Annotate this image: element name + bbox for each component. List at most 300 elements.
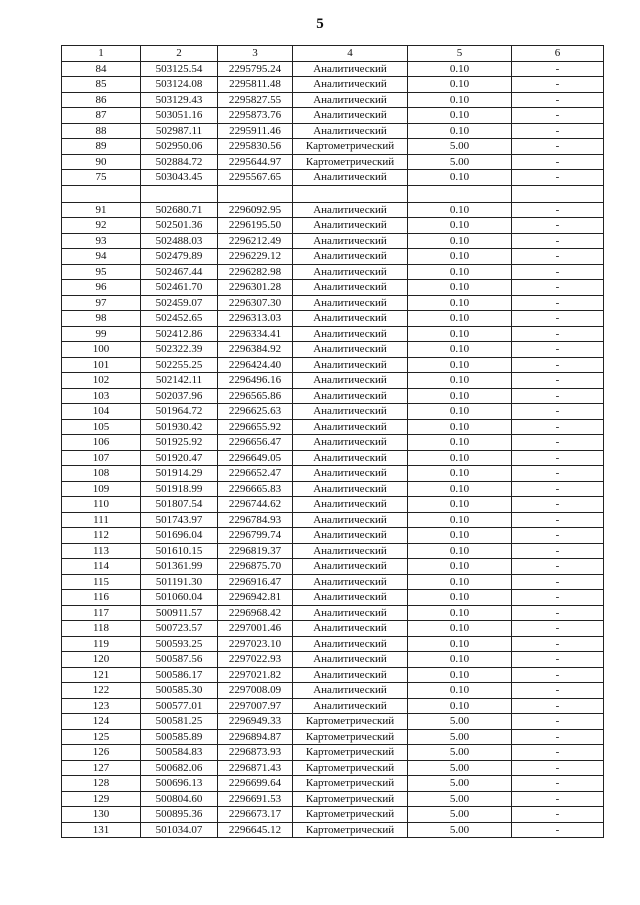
table-cell: 0.10 <box>408 280 512 296</box>
table-cell: Картометрический <box>293 760 408 776</box>
table-cell: 2295795.24 <box>218 61 293 77</box>
table-cell: 2296873.93 <box>218 745 293 761</box>
table-cell: 75 <box>62 170 141 186</box>
table-cell: Аналитический <box>293 683 408 699</box>
table-cell: - <box>512 791 604 807</box>
table-row <box>62 621 604 637</box>
table-row <box>62 154 604 170</box>
table-row <box>62 108 604 124</box>
table-cell: 84 <box>62 61 141 77</box>
table-cell: 502467.44 <box>141 264 218 280</box>
table-cell: 129 <box>62 791 141 807</box>
table-cell: - <box>512 667 604 683</box>
table-cell: 93 <box>62 233 141 249</box>
table-cell: 112 <box>62 528 141 544</box>
table-cell: 0.10 <box>408 621 512 637</box>
table-cell: 2296282.98 <box>218 264 293 280</box>
table-cell: 2296229.12 <box>218 249 293 265</box>
table-cell: 2297008.09 <box>218 683 293 699</box>
table-cell: Аналитический <box>293 311 408 327</box>
table-cell: 5.00 <box>408 729 512 745</box>
table-cell: - <box>512 745 604 761</box>
table-cell: 2296744.62 <box>218 497 293 513</box>
table-cell: 0.10 <box>408 295 512 311</box>
table-cell: 502037.96 <box>141 388 218 404</box>
table-cell: 0.10 <box>408 559 512 575</box>
table-cell: 0.10 <box>408 342 512 358</box>
table-cell: 2295811.48 <box>218 77 293 93</box>
table-cell: 0.10 <box>408 450 512 466</box>
table-cell: - <box>512 652 604 668</box>
table-cell: 2296645.12 <box>218 822 293 838</box>
table-cell <box>62 185 141 202</box>
table-cell: Картометрический <box>293 154 408 170</box>
table-cell: - <box>512 404 604 420</box>
table-cell: 5.00 <box>408 776 512 792</box>
table-cell: 127 <box>62 760 141 776</box>
table-cell: Аналитический <box>293 419 408 435</box>
table-row <box>62 218 604 234</box>
table-cell: 501920.47 <box>141 450 218 466</box>
table-row <box>62 342 604 358</box>
table-cell: 91 <box>62 202 141 218</box>
table-cell: 0.10 <box>408 249 512 265</box>
table-cell: 5.00 <box>408 760 512 776</box>
table-cell: 122 <box>62 683 141 699</box>
table-row <box>62 791 604 807</box>
table-row <box>62 481 604 497</box>
table-cell: - <box>512 528 604 544</box>
table-cell: - <box>512 807 604 823</box>
table-cell: 501964.72 <box>141 404 218 420</box>
table-cell: - <box>512 218 604 234</box>
table-cell: - <box>512 450 604 466</box>
table-cell: Аналитический <box>293 667 408 683</box>
table-cell: 501930.42 <box>141 419 218 435</box>
table-cell: 501696.04 <box>141 528 218 544</box>
table-cell: Аналитический <box>293 170 408 186</box>
table-cell <box>408 185 512 202</box>
table-cell: 106 <box>62 435 141 451</box>
table-cell: 5.00 <box>408 714 512 730</box>
table-row <box>62 683 604 699</box>
table-cell: 503125.54 <box>141 61 218 77</box>
table-cell: 94 <box>62 249 141 265</box>
column-header: 6 <box>512 46 604 62</box>
table-cell: 2296424.40 <box>218 357 293 373</box>
table-cell: 502142.11 <box>141 373 218 389</box>
table-cell: 0.10 <box>408 481 512 497</box>
table-cell: - <box>512 233 604 249</box>
table-cell: Картометрический <box>293 139 408 155</box>
table-row <box>62 636 604 652</box>
table-cell: 503124.08 <box>141 77 218 93</box>
table-cell: Аналитический <box>293 621 408 637</box>
table-cell: 92 <box>62 218 141 234</box>
table-cell: 2296625.63 <box>218 404 293 420</box>
table-cell: 500911.57 <box>141 605 218 621</box>
table-cell: 0.10 <box>408 170 512 186</box>
table-cell: 0.10 <box>408 326 512 342</box>
table-cell: 5.00 <box>408 154 512 170</box>
table-cell: 89 <box>62 139 141 155</box>
table-cell: 2296301.28 <box>218 280 293 296</box>
table-cell: 113 <box>62 543 141 559</box>
table-row <box>62 373 604 389</box>
table-cell: Картометрический <box>293 822 408 838</box>
table-row <box>62 450 604 466</box>
table-cell <box>141 185 218 202</box>
table-cell: 0.10 <box>408 605 512 621</box>
table-cell: 2295644.97 <box>218 154 293 170</box>
table-cell: 95 <box>62 264 141 280</box>
table-body <box>62 61 604 838</box>
table-cell: 2297001.46 <box>218 621 293 637</box>
table-cell: 2296665.83 <box>218 481 293 497</box>
table-cell: 2296384.92 <box>218 342 293 358</box>
table-row <box>62 311 604 327</box>
table-cell: 0.10 <box>408 528 512 544</box>
table-cell: 5.00 <box>408 822 512 838</box>
table-cell: - <box>512 466 604 482</box>
table-cell: 86 <box>62 92 141 108</box>
table-row <box>62 123 604 139</box>
table-cell: 2296655.92 <box>218 419 293 435</box>
table-cell: 99 <box>62 326 141 342</box>
table-cell: 0.10 <box>408 667 512 683</box>
table-cell: Аналитический <box>293 450 408 466</box>
table-row <box>62 512 604 528</box>
table-cell: 500593.25 <box>141 636 218 652</box>
table-cell: 500723.57 <box>141 621 218 637</box>
table-row <box>62 280 604 296</box>
table-cell: Аналитический <box>293 77 408 93</box>
table-cell: 502987.11 <box>141 123 218 139</box>
table-cell: 116 <box>62 590 141 606</box>
column-header: 1 <box>62 46 141 62</box>
table-cell: 0.10 <box>408 264 512 280</box>
table-cell: 97 <box>62 295 141 311</box>
table-cell: 502950.06 <box>141 139 218 155</box>
table-cell: 503129.43 <box>141 92 218 108</box>
table-cell: - <box>512 760 604 776</box>
table-cell: Аналитический <box>293 61 408 77</box>
table-cell: - <box>512 822 604 838</box>
table-row <box>62 357 604 373</box>
table-cell: 102 <box>62 373 141 389</box>
table-cell: 500895.36 <box>141 807 218 823</box>
table-cell: - <box>512 419 604 435</box>
table-cell: - <box>512 714 604 730</box>
table-cell: Аналитический <box>293 202 408 218</box>
table-cell: Аналитический <box>293 342 408 358</box>
table-cell: 2295911.46 <box>218 123 293 139</box>
table-cell: Аналитический <box>293 528 408 544</box>
table-cell: 124 <box>62 714 141 730</box>
table-cell: 126 <box>62 745 141 761</box>
table-cell: 2296092.95 <box>218 202 293 218</box>
table-cell: 0.10 <box>408 202 512 218</box>
table-cell: Картометрический <box>293 745 408 761</box>
table-cell: 500585.30 <box>141 683 218 699</box>
table-cell: - <box>512 123 604 139</box>
table-cell: - <box>512 342 604 358</box>
table-cell: 2296307.30 <box>218 295 293 311</box>
page-number: 5 <box>316 16 324 32</box>
table-row <box>62 139 604 155</box>
table-cell: 118 <box>62 621 141 637</box>
table-cell: 501610.15 <box>141 543 218 559</box>
table-cell: 0.10 <box>408 77 512 93</box>
table-cell: 104 <box>62 404 141 420</box>
table-cell: 0.10 <box>408 311 512 327</box>
table-cell: 2297007.97 <box>218 698 293 714</box>
table-cell: 110 <box>62 497 141 513</box>
table-cell: 2295567.65 <box>218 170 293 186</box>
table-cell: - <box>512 154 604 170</box>
table-cell: 120 <box>62 652 141 668</box>
table-cell: - <box>512 574 604 590</box>
table-row <box>62 698 604 714</box>
table-cell: - <box>512 202 604 218</box>
column-header: 3 <box>218 46 293 62</box>
table-row <box>62 326 604 342</box>
table-cell: 130 <box>62 807 141 823</box>
table-cell: 2296673.17 <box>218 807 293 823</box>
table-cell: 2296699.64 <box>218 776 293 792</box>
table-cell: - <box>512 249 604 265</box>
table-cell: 105 <box>62 419 141 435</box>
table-cell: 2296799.74 <box>218 528 293 544</box>
table-cell: 2296334.41 <box>218 326 293 342</box>
table-cell: Аналитический <box>293 108 408 124</box>
table-cell: 503051.16 <box>141 108 218 124</box>
table-cell: 5.00 <box>408 139 512 155</box>
table-row <box>62 822 604 838</box>
table-cell: Аналитический <box>293 388 408 404</box>
table-cell: - <box>512 388 604 404</box>
column-header: 4 <box>293 46 408 62</box>
table-row <box>62 807 604 823</box>
table-cell: 2296875.70 <box>218 559 293 575</box>
table-cell: - <box>512 295 604 311</box>
table-cell: 111 <box>62 512 141 528</box>
table-cell: 2296652.47 <box>218 466 293 482</box>
table-cell: 2296942.81 <box>218 590 293 606</box>
table-cell: 0.10 <box>408 590 512 606</box>
table-cell: 2296784.93 <box>218 512 293 528</box>
table-cell: 2296916.47 <box>218 574 293 590</box>
table-cell: 0.10 <box>408 233 512 249</box>
table-cell: 501914.29 <box>141 466 218 482</box>
table-row <box>62 249 604 265</box>
table-cell: Картометрический <box>293 791 408 807</box>
table-row <box>62 776 604 792</box>
table-cell: - <box>512 170 604 186</box>
table-cell: 0.10 <box>408 61 512 77</box>
table-row <box>62 388 604 404</box>
table-cell: 2297021.82 <box>218 667 293 683</box>
table-cell: 502322.39 <box>141 342 218 358</box>
table-row <box>62 559 604 575</box>
table-cell: 2296649.05 <box>218 450 293 466</box>
table-cell: 501361.99 <box>141 559 218 575</box>
table-cell: 0.10 <box>408 357 512 373</box>
table-cell: Аналитический <box>293 605 408 621</box>
table-cell: 501034.07 <box>141 822 218 838</box>
table-cell: 501060.04 <box>141 590 218 606</box>
table-cell: - <box>512 77 604 93</box>
table-cell: 502884.72 <box>141 154 218 170</box>
table-cell: 88 <box>62 123 141 139</box>
table-cell: 98 <box>62 311 141 327</box>
table-cell: 0.10 <box>408 373 512 389</box>
table-cell: 90 <box>62 154 141 170</box>
column-header: 2 <box>141 46 218 62</box>
table-cell: 87 <box>62 108 141 124</box>
table-cell: 108 <box>62 466 141 482</box>
table-cell: 0.10 <box>408 92 512 108</box>
table-row <box>62 404 604 420</box>
table-cell <box>512 185 604 202</box>
table-cell: 131 <box>62 822 141 838</box>
table-cell: 502479.89 <box>141 249 218 265</box>
table-cell: 114 <box>62 559 141 575</box>
table-cell: 96 <box>62 280 141 296</box>
table-row <box>62 745 604 761</box>
table-cell: 5.00 <box>408 791 512 807</box>
table-cell: 502488.03 <box>141 233 218 249</box>
table-cell: 2296212.49 <box>218 233 293 249</box>
table-cell: - <box>512 264 604 280</box>
table-row <box>62 574 604 590</box>
table-cell: Аналитический <box>293 373 408 389</box>
table-row <box>62 605 604 621</box>
table-cell: 500587.56 <box>141 652 218 668</box>
table-cell: Картометрический <box>293 714 408 730</box>
table-row <box>62 729 604 745</box>
table-cell: 0.10 <box>408 404 512 420</box>
table-row <box>62 667 604 683</box>
table-row <box>62 590 604 606</box>
table-cell: 0.10 <box>408 388 512 404</box>
column-header: 5 <box>408 46 512 62</box>
table-cell: Аналитический <box>293 435 408 451</box>
table-cell: - <box>512 373 604 389</box>
table-cell: Аналитический <box>293 404 408 420</box>
table-cell: - <box>512 280 604 296</box>
table-cell: Аналитический <box>293 295 408 311</box>
table-cell: 502412.86 <box>141 326 218 342</box>
table-cell: 500682.06 <box>141 760 218 776</box>
table-cell: 502461.70 <box>141 280 218 296</box>
table-cell: 2296195.50 <box>218 218 293 234</box>
table-cell: 2296949.33 <box>218 714 293 730</box>
table-cell: - <box>512 683 604 699</box>
table-row <box>62 466 604 482</box>
table-cell: 123 <box>62 698 141 714</box>
table-cell: 0.10 <box>408 574 512 590</box>
table-row <box>62 543 604 559</box>
table-row <box>62 170 604 186</box>
table-cell: - <box>512 311 604 327</box>
table-cell: 502459.07 <box>141 295 218 311</box>
table-cell: 0.10 <box>408 652 512 668</box>
table-row <box>62 77 604 93</box>
table-cell: Аналитический <box>293 264 408 280</box>
coordinates-table <box>61 45 604 838</box>
table-cell: 85 <box>62 77 141 93</box>
table-cell: Картометрический <box>293 776 408 792</box>
table-cell: Аналитический <box>293 326 408 342</box>
table-row <box>62 264 604 280</box>
table-cell: - <box>512 729 604 745</box>
table-cell: 2296313.03 <box>218 311 293 327</box>
table-cell: 502501.36 <box>141 218 218 234</box>
table-cell: - <box>512 698 604 714</box>
table-cell: - <box>512 776 604 792</box>
table-cell: 0.10 <box>408 123 512 139</box>
table-cell: 100 <box>62 342 141 358</box>
table-cell: 0.10 <box>408 466 512 482</box>
table-cell: 5.00 <box>408 745 512 761</box>
table-cell: Аналитический <box>293 92 408 108</box>
table-row <box>62 419 604 435</box>
table-cell: Аналитический <box>293 280 408 296</box>
table-cell: 503043.45 <box>141 170 218 186</box>
table-cell: 501191.30 <box>141 574 218 590</box>
table-cell: - <box>512 543 604 559</box>
table-cell: Аналитический <box>293 512 408 528</box>
table-cell: 109 <box>62 481 141 497</box>
table-cell: Аналитический <box>293 543 408 559</box>
table-cell: Аналитический <box>293 652 408 668</box>
table-cell: 121 <box>62 667 141 683</box>
table-cell: 101 <box>62 357 141 373</box>
table-cell: 2297023.10 <box>218 636 293 652</box>
table-cell: 2296691.53 <box>218 791 293 807</box>
table-cell: 103 <box>62 388 141 404</box>
table-row <box>62 185 604 202</box>
table-cell: 0.10 <box>408 419 512 435</box>
table-cell: 502255.25 <box>141 357 218 373</box>
table-cell: 2296894.87 <box>218 729 293 745</box>
table-row <box>62 435 604 451</box>
table-cell: - <box>512 636 604 652</box>
table-cell: 2296656.47 <box>218 435 293 451</box>
table-cell: 2296871.43 <box>218 760 293 776</box>
table-cell: 2297022.93 <box>218 652 293 668</box>
table-cell: Аналитический <box>293 590 408 606</box>
table-cell: - <box>512 61 604 77</box>
table-row <box>62 202 604 218</box>
table-cell: 502680.71 <box>141 202 218 218</box>
table-cell: - <box>512 139 604 155</box>
table-cell: Аналитический <box>293 497 408 513</box>
table-cell: - <box>512 559 604 575</box>
table-row <box>62 497 604 513</box>
table-cell: 500586.17 <box>141 667 218 683</box>
table-cell: 125 <box>62 729 141 745</box>
table-cell: 119 <box>62 636 141 652</box>
table-cell: 502452.65 <box>141 311 218 327</box>
table-cell: Аналитический <box>293 233 408 249</box>
table-row <box>62 233 604 249</box>
table-cell: 2295827.55 <box>218 92 293 108</box>
table-row <box>62 61 604 77</box>
table-cell: 0.10 <box>408 218 512 234</box>
table-cell: - <box>512 326 604 342</box>
